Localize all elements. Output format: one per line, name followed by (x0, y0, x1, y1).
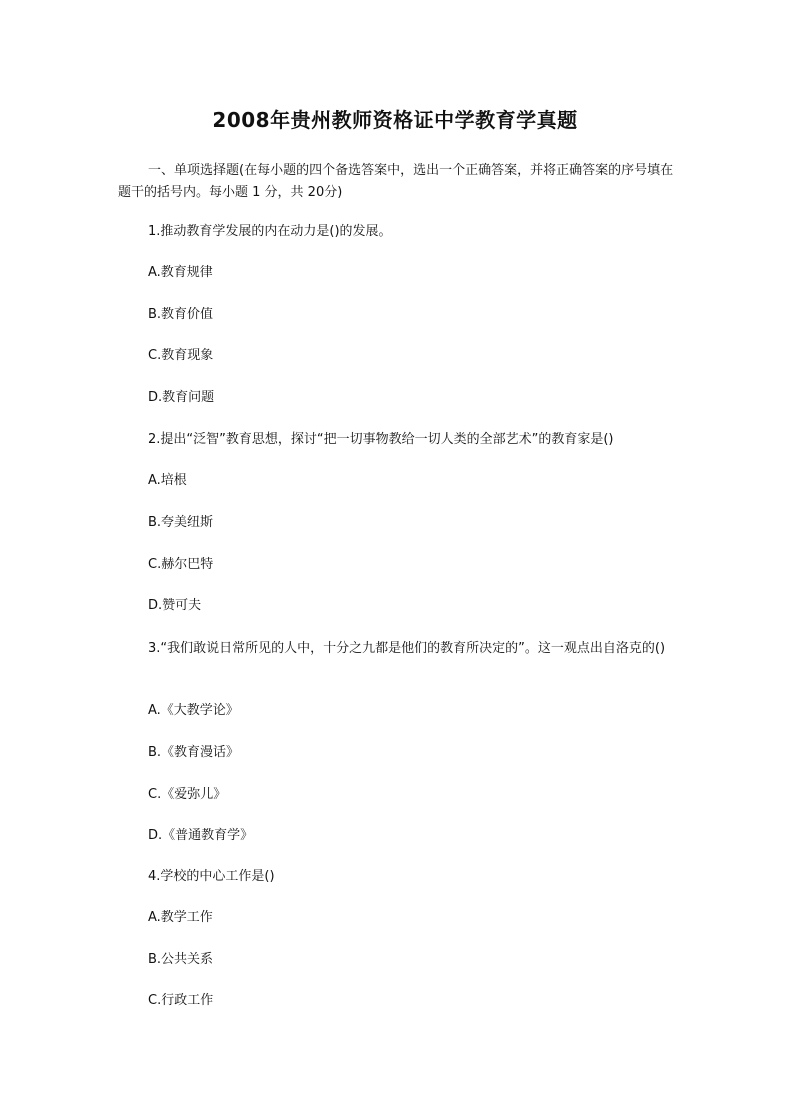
question-2-option-c: C.赫尔巴特 (148, 557, 214, 572)
page-title: 2008年贵州教师资格证中学教育学真题 (212, 108, 578, 132)
question-3-option-c: C.《爱弥儿》 (148, 787, 227, 802)
question-4-option-c: C.行政工作 (148, 993, 214, 1008)
question-3-option-b: B.《教育漫话》 (148, 745, 240, 760)
question-2-option-b: B.夸美纽斯 (148, 515, 214, 530)
question-2-option-d: D.赞可夫 (148, 598, 202, 613)
question-1-option-d: D.教育问题 (148, 390, 215, 405)
question-3-stem: 3.“我们敢说日常所见的人中，十分之九都是他们的教育所决定的”。这一观点出自洛克的() (148, 641, 666, 656)
question-4-option-a: A.教学工作 (148, 910, 213, 925)
question-2-option-a: A.培根 (148, 473, 187, 488)
question-1-option-c: C.教育现象 (148, 348, 214, 363)
question-1-option-a: A.教育规律 (148, 265, 213, 280)
question-1-stem: 1.推动教育学发展的内在动力是()的发展。 (148, 224, 392, 239)
question-1-option-b: B.教育价值 (148, 307, 214, 322)
question-4-option-b: B.公共关系 (148, 952, 214, 967)
question-3-option-d: D.《普通教育学》 (148, 828, 254, 843)
question-4-stem: 4.学校的中心工作是() (148, 869, 275, 884)
question-3-option-a: A.《大教学论》 (148, 703, 239, 718)
question-2-stem: 2.提出“泛智”教育思想，探讨“把一切事物教给一切人类的全部艺术”的教育家是() (148, 432, 614, 447)
section-intro: 一、单项选择题(在每小题的四个备选答案中，选出一个正确答案，并将正确答案的序号填在题干的括号内。每小题 1 分，共 20分) (118, 163, 674, 200)
